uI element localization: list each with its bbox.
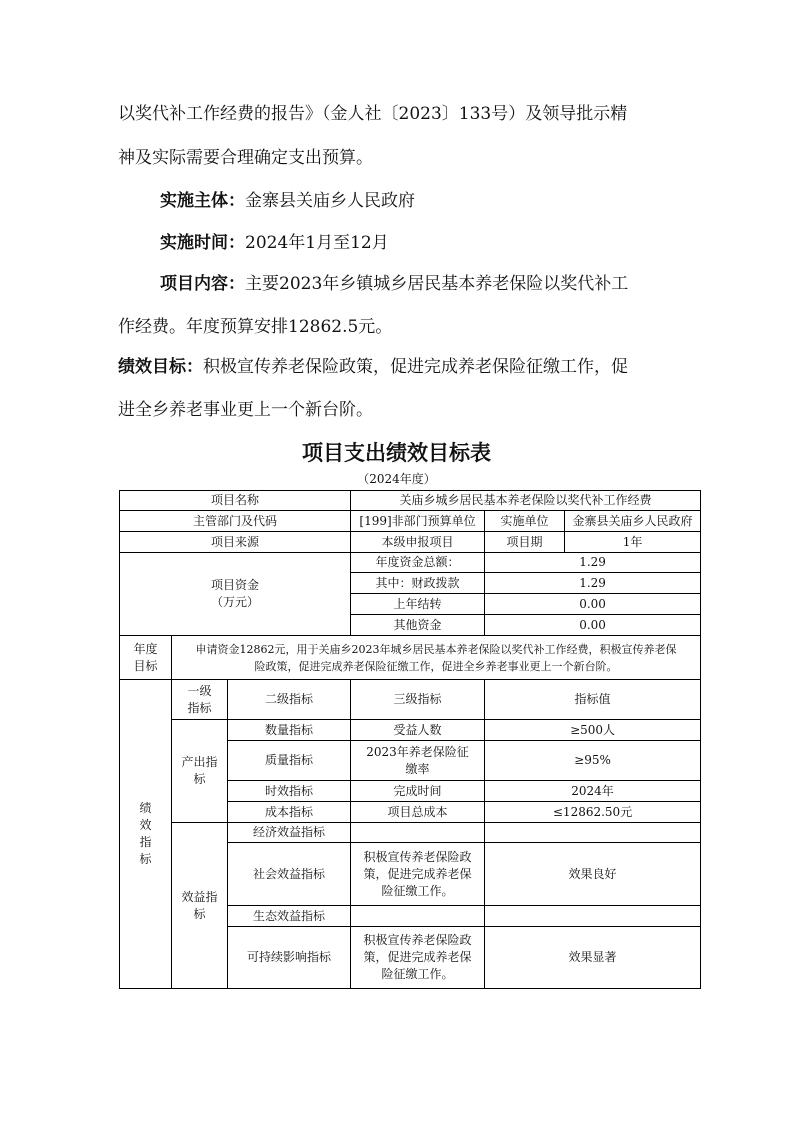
benefit-indicator-line: 效益指 [181,889,218,904]
dept-value: [199]非部门预算单位 [351,511,485,532]
perf-indicator-char: 指 [139,835,152,849]
fund-label [120,553,351,636]
ecological-metric [351,906,485,927]
output-indicator-line: 产出指 [181,755,218,769]
fund-label-line: 项目资金 [211,578,260,592]
cost-metric: 项目总成本 [351,802,485,823]
header-level1 [172,680,228,720]
table-row [120,511,701,532]
benefit-indicator-line: 标 [193,906,206,921]
period-line [160,232,720,254]
goal-line [118,356,678,378]
performance-target-table [119,490,701,989]
body-paragraph-line [118,147,678,169]
timeliness-indicator: 时效指标 [228,781,351,802]
implementer-value: 金寨县关庙乡人民政府 [245,191,415,211]
fund-fiscal-value: 1.29 [485,573,701,594]
sustainable-metric-line: 积极宣传养老保险政 [363,933,472,947]
annual-goal-text-line: 申请资金12862元，用于关庙乡2023年城乡居民基本养老保险以奖代补工作经费，积极宣传养老保 [195,642,677,656]
annual-goal-text [172,636,701,680]
social-metric-line: 险征缴工作。 [381,883,454,898]
ecological-indicator: 生态效益指标 [228,906,351,927]
sustainable-metric-line: 策，促进完成养老保 [363,950,472,964]
header-value: 指标值 [485,680,701,720]
cost-value: ≤12862.50元 [485,802,701,823]
fund-fiscal-label: 其中：财政拨款 [351,573,485,594]
table-row [120,636,701,680]
social-value: 效果良好 [485,843,701,906]
quality-metric-line: 缴率 [405,761,430,776]
period-value: 2024年1月至12月 [245,233,389,253]
timeliness-value: 2024年 [485,781,701,802]
fund-other-value: 0.00 [485,615,701,636]
sustainable-indicator: 可持续影响指标 [228,927,351,989]
body-paragraph-line [118,103,678,125]
table-year: （2024年度） [357,472,436,486]
header-level1-line: 指标 [187,700,212,715]
goal-label: 绩效目标： [118,357,203,377]
table-title: 项目支出绩效目标表 [302,441,491,465]
timeliness-metric: 完成时间 [351,781,485,802]
header-level2: 二级指标 [228,680,351,720]
table-row [120,823,701,843]
social-metric-line: 策，促进完成养老保 [363,866,472,881]
social-metric [351,843,485,906]
header-level3: 三级指标 [351,680,485,720]
body-paragraph-line [118,316,678,338]
implementer-label: 实施主体： [160,191,245,211]
economic-metric [351,823,485,843]
period-label: 实施时间： [160,233,245,253]
implementer-line [160,190,720,212]
sustainable-metric [351,927,485,989]
table-row [120,720,701,741]
quality-metric-line: 2023年养老保险征 [366,744,469,759]
body-paragraph-line [118,399,678,421]
header-level1-line: 一级 [187,683,212,698]
table-row [120,553,701,573]
impl-unit-label: 实施单位 [485,511,565,532]
fund-carry-label: 上年结转 [351,594,485,615]
period-value: 1年 [565,532,701,553]
project-name-value: 关庙乡城乡居民基本养老保险以奖代补工作经费 [351,491,701,511]
perf-indicator-char: 效 [139,818,152,832]
body-text: 神及实际需要合理确定支出预算。 [118,148,373,168]
perf-indicator-char: 绩 [139,801,152,815]
fund-total-value: 1.29 [485,553,701,573]
economic-value [485,823,701,843]
annual-goal-label-line: 年度 [133,641,158,656]
sustainable-value: 效果显著 [485,927,701,989]
quantity-metric: 受益人数 [351,720,485,741]
content-line [160,273,720,295]
quantity-value: ≥500人 [485,720,701,741]
table-row [120,532,701,553]
goal-value: 积极宣传养老保险政策，促进完成养老保险征缴工作，促 [203,357,628,377]
perf-indicator-label [120,680,172,989]
fund-label-unit: （万元） [211,595,260,609]
content-value: 主要2023年乡镇城乡居民基本养老保险以奖代补工 [245,274,629,294]
benefit-indicator-label [172,823,228,989]
annual-goal-label [120,636,172,680]
quality-metric [351,741,485,781]
economic-indicator: 经济效益指标 [228,823,351,843]
cost-indicator: 成本指标 [228,802,351,823]
annual-goal-text-line: 险政策，促进完成养老保险征缴工作，促进全乡养老事业更上一个新台阶。 [254,659,618,673]
fund-total-label: 年度资金总额： [351,553,485,573]
table-row [120,491,701,511]
social-indicator: 社会效益指标 [228,843,351,906]
content-label: 项目内容： [160,274,245,294]
ecological-value [485,906,701,927]
output-indicator-line: 标 [193,772,206,786]
output-indicator-label [172,720,228,823]
body-text: 进全乡养老事业更上一个新台阶。 [118,400,373,420]
quality-indicator: 质量指标 [228,741,351,781]
fund-other-label: 其他资金 [351,615,485,636]
project-name-label: 项目名称 [120,491,351,511]
body-text: 作经费。年度预算安排12862.5元。 [118,317,393,337]
quality-value: ≥95% [485,741,701,781]
sustainable-metric-line: 险征缴工作。 [381,967,454,981]
fund-carry-value: 0.00 [485,594,701,615]
social-metric-line: 积极宣传养老保险政 [363,849,472,864]
period-label: 项目期 [485,532,565,553]
dept-label: 主管部门及代码 [120,511,351,532]
perf-indicator-char: 标 [139,852,152,866]
source-value: 本级申报项目 [351,532,485,553]
quantity-indicator: 数量指标 [228,720,351,741]
impl-unit-value: 金寨县关庙乡人民政府 [565,511,701,532]
table-row [120,680,701,720]
source-label: 项目来源 [120,532,351,553]
annual-goal-label-line: 目标 [133,658,158,673]
body-text: 以奖代补工作经费的报告》（金人社〔2023〕133号）及领导批示精 [118,104,628,124]
